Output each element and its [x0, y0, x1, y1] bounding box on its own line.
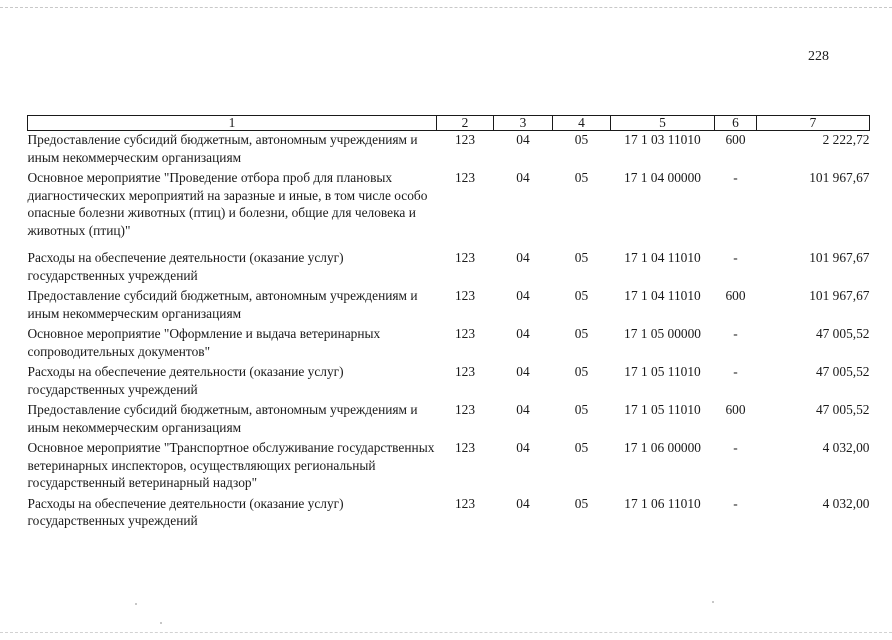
row-name-text: Расходы на обеспечение деятельности (оказание услуг) государственных учреждений — [27, 364, 344, 397]
row-name-text: Расходы на обеспечение деятельности (оказание услуг) государственных учреждений — [27, 495, 344, 528]
row-code: 123 — [454, 495, 476, 511]
row-subsection: 05 — [574, 495, 589, 511]
row-code: 123 — [454, 250, 476, 265]
row-subsection: 05 — [574, 170, 589, 185]
row-expense-type: 600 — [725, 132, 746, 147]
table-row — [28, 131, 870, 170]
row-target-article: 17 1 04 00000 — [624, 170, 701, 185]
row-expense-type: - — [733, 250, 738, 265]
table-row — [28, 169, 870, 249]
row-subsection: 05 — [574, 326, 589, 341]
row-section: 04 — [516, 326, 530, 341]
row-name — [28, 169, 437, 249]
row-target-article: 17 1 04 11010 — [624, 250, 701, 265]
row-section: 04 — [516, 132, 530, 147]
row-section: 04 — [516, 250, 530, 265]
row-target-article: 17 1 05 11010 — [624, 364, 701, 379]
row-amount: 2 222,72 — [822, 132, 870, 147]
column-header: 3 — [494, 116, 553, 131]
table-row — [28, 495, 870, 533]
row-subsection: 05 — [574, 250, 589, 265]
row-name — [28, 495, 437, 533]
row-name-text: Предоставление субсидий бюджетным, автономным учреждениям и иным некоммерческим организациям — [27, 402, 418, 435]
row-code: 123 — [454, 364, 476, 379]
column-header: 4 — [553, 116, 611, 131]
row-subsection: 05 — [574, 440, 589, 455]
table-row — [28, 325, 870, 363]
row-name — [28, 401, 437, 439]
row-code: 123 — [454, 402, 476, 417]
row-amount: 47 005,52 — [815, 326, 870, 341]
row-name-text: Основное мероприятие "Транспортное обслуживание государственных ветеринарных инспекторов, осуществляющих региональный государственный ветеринарный надзор" — [27, 440, 435, 490]
scan-edge-top — [0, 7, 892, 8]
row-expense-type: - — [733, 495, 738, 511]
row-target-article: 17 1 06 00000 — [624, 440, 701, 455]
row-section: 04 — [516, 364, 530, 379]
row-amount: 47 005,52 — [815, 402, 870, 417]
budget-table — [27, 115, 870, 533]
scan-speck — [712, 601, 714, 603]
row-amount: 4 032,00 — [822, 440, 870, 455]
scan-edge-bottom — [0, 632, 892, 633]
row-code: 123 — [454, 440, 476, 455]
row-target-article: 17 1 06 11010 — [624, 495, 701, 511]
table-row — [28, 439, 870, 495]
row-code: 123 — [454, 170, 476, 185]
row-target-article: 17 1 05 11010 — [624, 402, 701, 417]
row-amount: 101 967,67 — [809, 288, 870, 303]
row-target-article: 17 1 03 11010 — [624, 132, 701, 147]
column-header: 2 — [437, 116, 494, 131]
table-header-row — [28, 116, 870, 131]
row-name-text: Основное мероприятие "Оформление и выдача ветеринарных сопроводительных документов" — [27, 326, 381, 359]
row-name — [28, 325, 437, 363]
table-row — [28, 363, 870, 401]
row-expense-type: - — [733, 170, 738, 185]
row-name — [28, 287, 437, 325]
row-code: 123 — [454, 288, 476, 303]
row-subsection: 05 — [574, 288, 589, 303]
row-section: 04 — [516, 288, 530, 303]
table-row — [28, 249, 870, 287]
table-row — [28, 287, 870, 325]
row-name — [28, 363, 437, 401]
column-header: 5 — [611, 116, 715, 131]
row-name-text: Предоставление субсидий бюджетным, автономным учреждениям и иным некоммерческим организациям — [27, 288, 418, 321]
row-name — [28, 439, 437, 495]
row-section: 04 — [516, 440, 530, 455]
row-section: 04 — [516, 495, 530, 511]
row-expense-type: 600 — [725, 288, 746, 303]
row-name — [28, 131, 437, 170]
scan-speck — [160, 622, 162, 624]
row-code: 123 — [454, 132, 476, 147]
column-header: 1 — [28, 116, 437, 131]
page-number: 228 — [808, 49, 829, 64]
row-name — [28, 249, 437, 287]
row-name-text: Основное мероприятие "Проведение отбора проб для плановых диагностических мероприятий на заразные и иные, в том числе особо опасные болезни животных (птиц) и болезни, общие для человека и животных (птиц)" — [27, 170, 428, 238]
column-header: 6 — [715, 116, 757, 131]
row-amount: 47 005,52 — [815, 364, 870, 379]
row-amount: 101 967,67 — [809, 250, 870, 265]
row-code: 123 — [454, 326, 476, 341]
row-expense-type: 600 — [725, 402, 746, 417]
table-row — [28, 401, 870, 439]
row-target-article: 17 1 04 11010 — [624, 288, 701, 303]
row-name-text: Расходы на обеспечение деятельности (оказание услуг) государственных учреждений — [27, 250, 344, 283]
row-amount: 4 032,00 — [822, 495, 870, 511]
row-subsection: 05 — [574, 402, 589, 417]
row-section: 04 — [516, 170, 530, 185]
row-expense-type: - — [733, 326, 738, 341]
row-subsection: 05 — [574, 132, 589, 147]
row-section: 04 — [516, 402, 530, 417]
row-target-article: 17 1 05 00000 — [624, 326, 701, 341]
row-name-text: Предоставление субсидий бюджетным, автономным учреждениям и иным некоммерческим организациям — [27, 132, 418, 165]
row-amount: 101 967,67 — [809, 170, 870, 185]
row-expense-type: - — [733, 364, 738, 379]
row-expense-type: - — [733, 440, 738, 455]
scan-speck — [135, 603, 137, 605]
row-subsection: 05 — [574, 364, 589, 379]
column-header: 7 — [757, 116, 870, 131]
